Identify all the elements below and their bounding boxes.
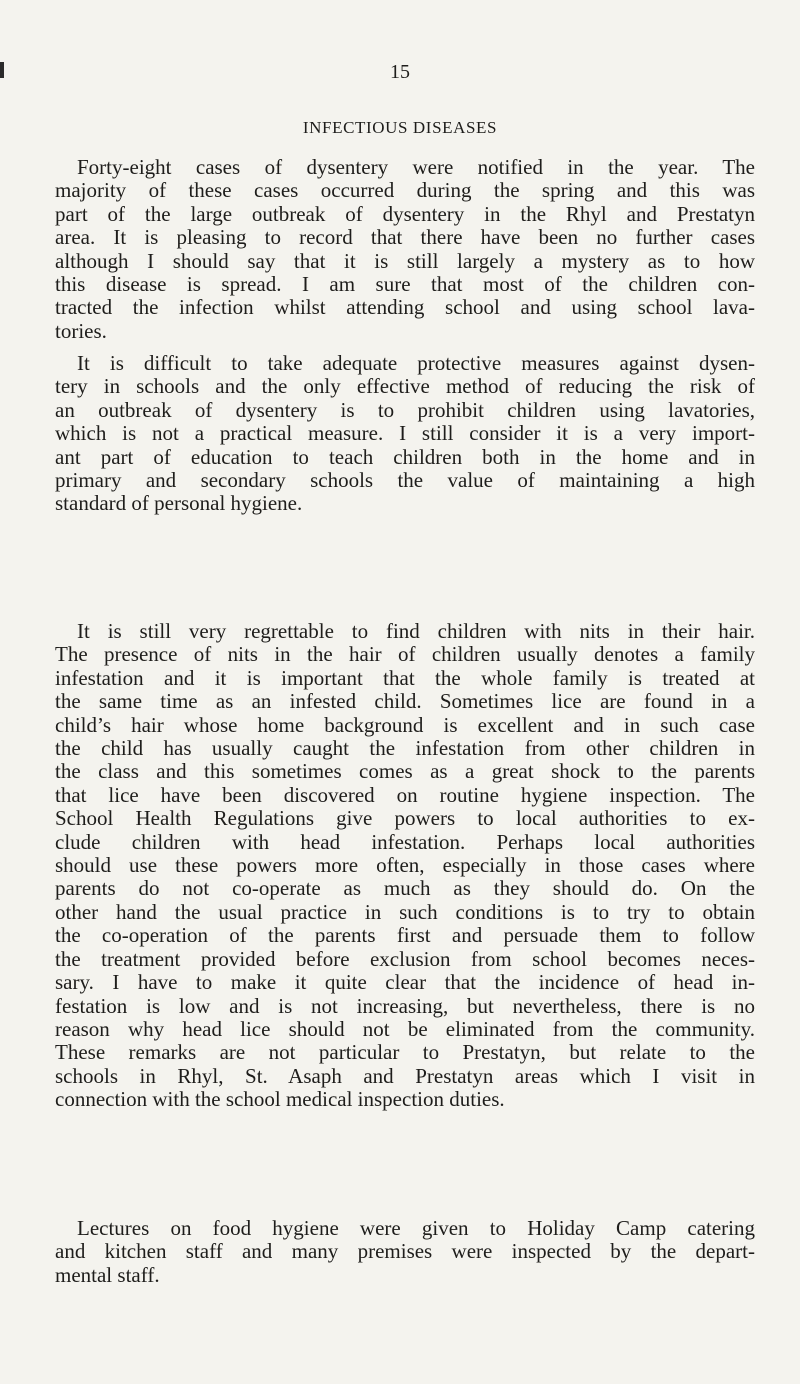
text-line: area. It is pleasing to record that there have been no further cases bbox=[55, 225, 755, 250]
text-line: connection with the school medical inspection duties. bbox=[55, 1087, 505, 1112]
text-line: These remarks are not particular to Prestatyn, but relate to the bbox=[55, 1040, 755, 1065]
text-line: It is difficult to take adequate protective measures against dysen- bbox=[77, 351, 755, 375]
text-line: mental staff. bbox=[55, 1262, 160, 1287]
paragraph-dysentery-cases bbox=[55, 156, 755, 343]
text-line: School Health Regulations give powers to local authorities to ex- bbox=[55, 806, 755, 831]
text-line: schools in Rhyl, St. Asaph and Prestatyn areas which I visit in bbox=[55, 1063, 755, 1088]
text-line: reason why head lice should not be eliminated from the community. bbox=[55, 1016, 755, 1041]
text-line: sary. I have to make it quite clear that the incidence of head in- bbox=[55, 970, 755, 995]
text-line: majority of these cases occurred during the spring and this was bbox=[55, 178, 755, 203]
text-line: the child has usually caught the infestation from other children in bbox=[55, 736, 755, 761]
text-line: the class and this sometimes comes as a great shock to the parents bbox=[55, 759, 755, 784]
text-line: infestation and it is important that the whole family is treated at bbox=[55, 665, 755, 690]
section-heading: INFECTIOUS DISEASES bbox=[302, 118, 498, 137]
text-line: that lice have been discovered on routine hygiene inspection. The bbox=[55, 782, 755, 807]
text-line: Lectures on food hygiene were given to Holiday Camp catering bbox=[77, 1216, 755, 1240]
text-line: primary and secondary schools the value of maintaining a high bbox=[55, 468, 755, 493]
text-line: an outbreak of dysentery is to prohibit children using lavatories, bbox=[55, 397, 755, 422]
text-line: standard of personal hygiene. bbox=[55, 491, 303, 516]
text-line: ant part of education to teach children both in the home and in bbox=[55, 444, 755, 469]
text-line: part of the large outbreak of dysentery in the Rhyl and Prestatyn bbox=[55, 201, 755, 226]
text-line: The presence of nits in the hair of children usually denotes a family bbox=[55, 642, 755, 667]
text-line: the co-operation of the parents first and persuade them to follow bbox=[55, 923, 755, 948]
text-line: other hand the usual practice in such conditions is to try to obtain bbox=[55, 899, 755, 924]
text-line: clude children with head infestation. Perhaps local authorities bbox=[55, 829, 755, 854]
text-line: parents do not co-operate as much as they should do. On the bbox=[55, 876, 755, 901]
paragraph-head-infestation bbox=[55, 620, 755, 1112]
text-line: It is still very regrettable to find children with nits in their hair. bbox=[77, 619, 755, 643]
text-line: which is not a practical measure. I still consider it is a very import- bbox=[55, 421, 755, 446]
paragraph-food-hygiene bbox=[55, 1217, 755, 1287]
paragraph-protective-measures bbox=[55, 352, 755, 516]
text-line: tories. bbox=[55, 318, 107, 343]
text-line: and kitchen staff and many premises were inspected by the depart- bbox=[55, 1239, 755, 1264]
text-line: child’s hair whose home background is excellent and in such case bbox=[55, 712, 755, 737]
text-line: Forty-eight cases of dysentery were notified in the year. The bbox=[77, 155, 755, 179]
text-line: this disease is spread. I am sure that most of the children con- bbox=[55, 272, 755, 297]
page-number: 15 bbox=[390, 61, 410, 83]
text-line: although I should say that it is still largely a mystery as to how bbox=[55, 248, 755, 273]
text-line: tracted the infection whilst attending school and using school lava- bbox=[55, 295, 755, 320]
text-line: tery in schools and the only effective method of reducing the risk of bbox=[55, 374, 755, 399]
text-line: the treatment provided before exclusion from school becomes neces- bbox=[55, 946, 755, 971]
text-line: should use these powers more often, especially in those cases where bbox=[55, 853, 755, 878]
text-line: the same time as an infested child. Sometimes lice are found in a bbox=[55, 689, 755, 714]
text-line: festation is low and is not increasing, but nevertheless, there is no bbox=[55, 993, 755, 1018]
